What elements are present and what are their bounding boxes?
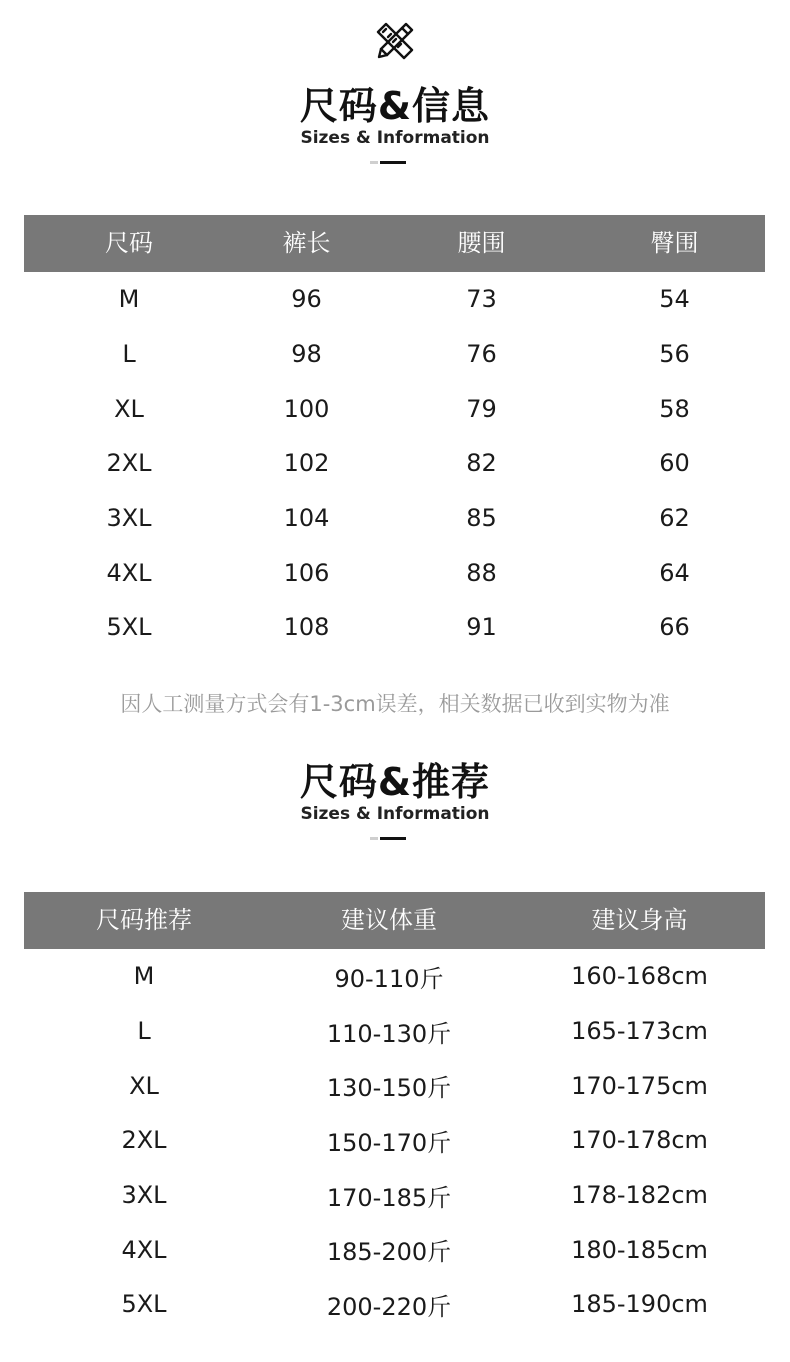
ruler-pencil-icon [374, 20, 416, 62]
column-header-hip: 臀围 [650, 229, 699, 257]
cell-suggested-weight: 110-130斤 [326, 1019, 452, 1048]
cell-suggested-height: 170-178cm [571, 1126, 708, 1155]
cell-hip: 66 [659, 613, 690, 642]
cell-pants-length: 108 [283, 613, 330, 642]
cell-hip: 54 [659, 285, 690, 314]
table-row [24, 1058, 765, 1113]
cell-size: 5XL [121, 1290, 167, 1319]
column-header-waist: 腰围 [457, 229, 506, 257]
size-info-table [24, 215, 765, 655]
cell-size: L [122, 340, 136, 369]
cell-waist: 76 [466, 340, 497, 369]
cell-size: L [137, 1017, 151, 1046]
cell-suggested-height: 185-190cm [571, 1290, 708, 1319]
column-header-size: 尺码 [105, 229, 153, 257]
cell-hip: 58 [659, 394, 690, 423]
size-recommendation-table-body [24, 949, 765, 1332]
cell-size: 4XL [106, 558, 152, 587]
cell-hip: 64 [659, 558, 690, 587]
size-recommendation-table-header [24, 892, 765, 949]
cell-suggested-height: 170-175cm [571, 1071, 708, 1100]
section1-title: 尺码&信息 [299, 84, 491, 128]
cell-size: 3XL [106, 504, 152, 533]
cell-suggested-height: 165-173cm [571, 1017, 708, 1046]
section2-title: 尺码&推荐 [299, 760, 491, 804]
table-row [24, 600, 765, 655]
table-row [24, 381, 765, 436]
section1-heading [0, 84, 790, 148]
table-row [24, 327, 765, 382]
cell-size: 3XL [121, 1181, 167, 1210]
cell-suggested-height: 180-185cm [571, 1235, 708, 1264]
column-header-suggested-weight: 建议体重 [341, 906, 437, 934]
table-row [24, 545, 765, 600]
cell-hip: 56 [659, 340, 690, 369]
cell-pants-length: 98 [291, 340, 322, 369]
cell-size: XL [129, 1071, 159, 1100]
cell-pants-length: 104 [283, 504, 330, 533]
measurement-note: 因人工测量方式会有1-3cm误差，相关数据已收到实物为准 [120, 692, 670, 716]
cell-size: 2XL [121, 1126, 167, 1155]
cell-waist: 85 [466, 504, 497, 533]
table-row [24, 1277, 765, 1332]
cell-pants-length: 100 [283, 394, 330, 423]
section1-subtitle: Sizes & Information [300, 128, 490, 148]
cell-suggested-weight: 150-170斤 [326, 1128, 452, 1157]
cell-hip: 62 [659, 504, 690, 533]
cell-size: 5XL [106, 613, 152, 642]
table-row [24, 1004, 765, 1059]
cell-suggested-height: 160-168cm [571, 962, 708, 991]
cell-suggested-weight: 170-185斤 [326, 1183, 452, 1212]
table-row [24, 949, 765, 1004]
column-header-size-recommendation: 尺码推荐 [96, 906, 192, 934]
cell-size: XL [114, 394, 144, 423]
column-header-suggested-height: 建议身高 [591, 906, 688, 934]
cell-size: 2XL [106, 449, 152, 478]
cell-suggested-weight: 130-150斤 [326, 1074, 452, 1103]
cell-pants-length: 106 [283, 558, 330, 587]
cell-pants-length: 96 [291, 285, 322, 314]
cell-suggested-height: 178-182cm [571, 1181, 708, 1210]
table-row [24, 491, 765, 546]
table-row [24, 1113, 765, 1168]
cell-suggested-weight: 200-220斤 [326, 1292, 452, 1321]
cell-size: M [118, 285, 140, 314]
cell-waist: 91 [466, 613, 497, 642]
size-recommendation-table [24, 892, 765, 1332]
section1-underline [370, 161, 408, 164]
column-header-pants-length: 裤长 [282, 229, 331, 257]
cell-waist: 88 [466, 558, 497, 587]
table-row [24, 272, 765, 327]
cell-hip: 60 [659, 449, 690, 478]
cell-size: M [133, 962, 155, 991]
cell-pants-length: 102 [283, 449, 330, 478]
cell-waist: 82 [466, 449, 497, 478]
table-row [24, 1222, 765, 1277]
cell-waist: 79 [466, 394, 497, 423]
section2-heading [0, 760, 790, 824]
table-row [24, 436, 765, 491]
cell-size: 4XL [121, 1235, 167, 1264]
size-info-table-body [24, 272, 765, 655]
table-row [24, 1168, 765, 1223]
cell-waist: 73 [466, 285, 497, 314]
section2-underline [370, 837, 408, 840]
cell-suggested-weight: 185-200斤 [326, 1238, 452, 1267]
section2-subtitle: Sizes & Information [300, 804, 490, 824]
cell-suggested-weight: 90-110斤 [334, 964, 444, 993]
size-info-table-header [24, 215, 765, 272]
